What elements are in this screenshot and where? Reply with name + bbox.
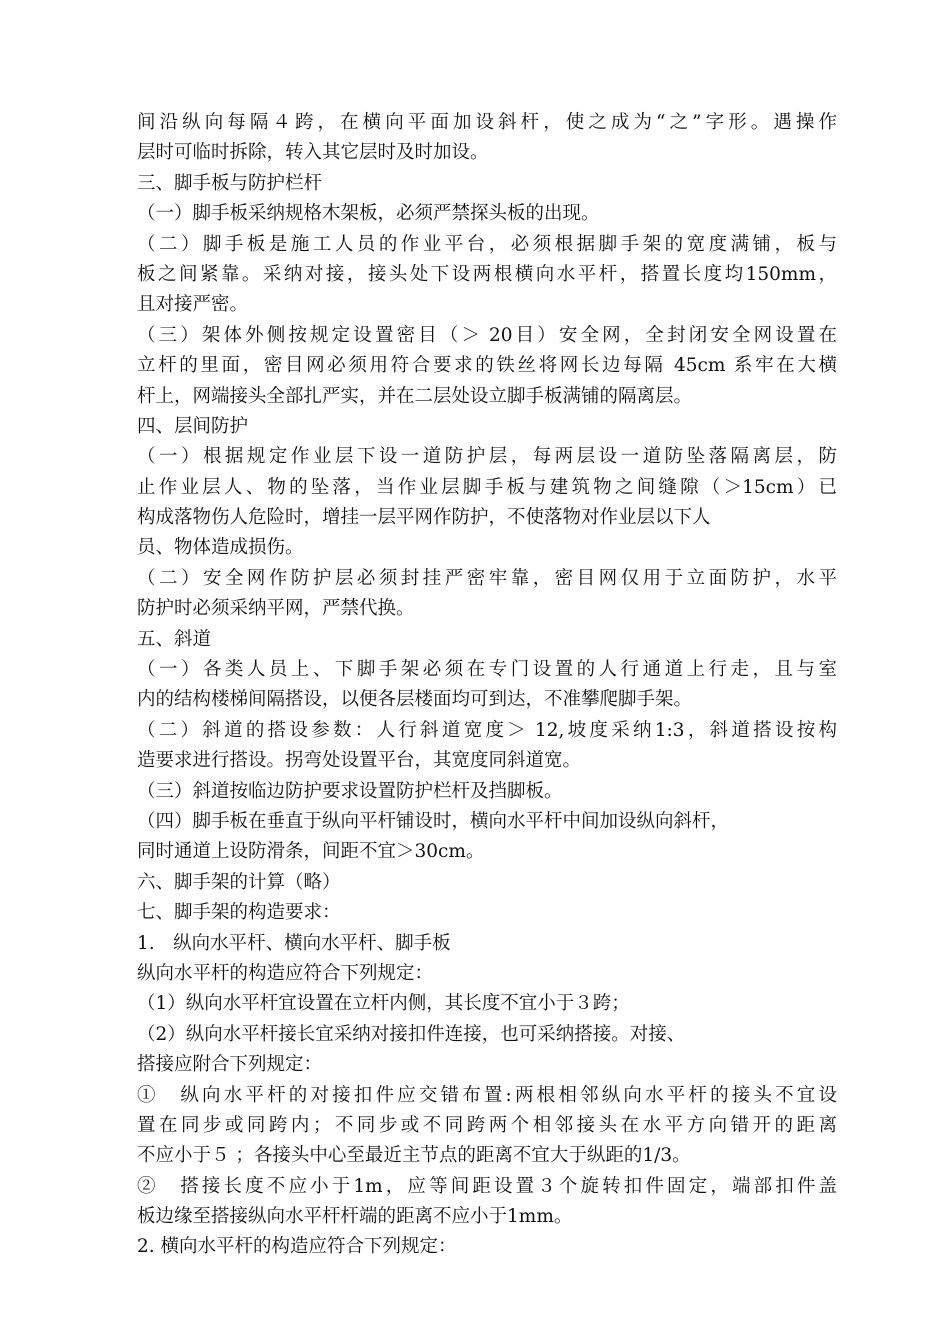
text-line: （一）各类人员上、下脚手架必须在专门设置的人行通道上行走，且与室 [137, 659, 837, 681]
text-line: 同时通道上设防滑条，间距不宜＞30cm。 [137, 841, 485, 863]
text-line: 员、物体造成损伤。 [137, 537, 304, 559]
text-line: ① 纵向水平杆的对接扣件应交错布置:两根相邻纵向水平杆的接头不宜设 [137, 1084, 837, 1106]
text-line: （二）安全网作防护层必须封挂严密牢靠，密目网仅用于立面防护，水平 [137, 567, 837, 589]
section-heading: 三、脚手板与防护栏杆 [137, 172, 323, 194]
text-line: 层时可临时拆除，转入其它层时及时加设。 [137, 142, 489, 164]
text-line: 板之间紧靠。采纳对接，接头处下设两根横向水平杆，搭置长度均150mm， [137, 263, 837, 285]
text-line: 杆上，网端接头全部扎严实，并在二层处设立脚手板满铺的隔离层。 [137, 385, 693, 407]
section-heading: 五、斜道 [137, 628, 212, 650]
text-line: 间沿纵向每隔４跨，在横向平面加设斜杆，使之成为“之”字形。遇操作 [137, 112, 837, 133]
text-line: （二）脚手板是施工人员的作业平台，必须根据脚手架的宽度满铺，板与 [137, 233, 837, 255]
text-line: （1）纵向水平杆宜设置在立杆内侧，其长度不宜小于３跨； [137, 993, 630, 1015]
text-line: 立杆的里面，密目网必须用符合要求的铁丝将网长边每隔 45cm 系牢在大横 [137, 355, 837, 377]
text-line: （2）纵向水平杆接长宜采纳对接扣件连接，也可采纳搭接。对接、 [137, 1023, 686, 1045]
text-line: 构成落物伤人危险时，增挂一层平网作防护，不使落物对作业层以下人 [137, 507, 711, 529]
section-heading: 七、脚手架的构造要求： [137, 902, 341, 924]
text-line: （一）根据规定作业层下设一道防护层，每两层设一道防坠落隔离层，防 [137, 446, 837, 468]
text-line: （三）斜道按临边防护要求设置防护栏杆及挡脚板。 [137, 780, 563, 802]
text-line: 搭接应附合下列规定： [137, 1054, 323, 1076]
text-line: 置在同步或同跨内；不同步或不同跨两个相邻接头在水平方向错开的距离 [137, 1114, 837, 1136]
text-line: （三）架体外侧按规定设置密目（＞ 20目）安全网，全封闭安全网设置在 [137, 324, 837, 346]
subsection-heading: 2. 横向水平杆的构造应符合下列规定： [137, 1236, 457, 1258]
text-line: 止作业层人、物的坠落，当作业层脚手板与建筑物之间缝隙（＞15cm）已 [137, 476, 837, 498]
text-line: （四）脚手板在垂直于纵向平杆铺设时，横向水平杆中间加设纵向斜杆， [137, 810, 730, 832]
subsection-heading: 1. 纵向水平杆、横向水平杆、脚手板 [137, 932, 451, 954]
text-line: 造要求进行搭设。拐弯处设置平台，其宽度同斜道宽。 [137, 750, 582, 772]
text-line: 防护时必须采纳平网，严禁代换。 [137, 598, 415, 620]
text-line: 且对接严密。 [137, 294, 249, 316]
text-line: 内的结构楼梯间隔搭设，以便各层楼面均可到达，不准攀爬脚手架。 [137, 689, 693, 711]
text-line: ② 搭接长度不应小于1m，应等间距设置３个旋转扣件固定，端部扣件盖 [137, 1175, 837, 1197]
text-line: 纵向水平杆的构造应符合下列规定： [137, 962, 434, 984]
section-heading: 四、层间防护 [137, 415, 249, 437]
text-line: （二）斜道的搭设参数：人行斜道宽度＞ 12,坡度采纳1:3，斜道搭设按构 [137, 719, 837, 741]
text-line: 板边缘至搭接纵向水平杆杆端的距离不应小于1mm。 [137, 1206, 573, 1228]
text-line: （一）脚手板采纳规格木架板，必须严禁探头板的出现。 [137, 203, 600, 225]
section-heading: 六、脚手架的计算（略） [137, 871, 341, 893]
text-line: 不应小于５ ；各接头中心至最近主节点的距离不宜大于纵距的1/3。 [137, 1145, 691, 1167]
document-body [137, 108, 837, 1263]
